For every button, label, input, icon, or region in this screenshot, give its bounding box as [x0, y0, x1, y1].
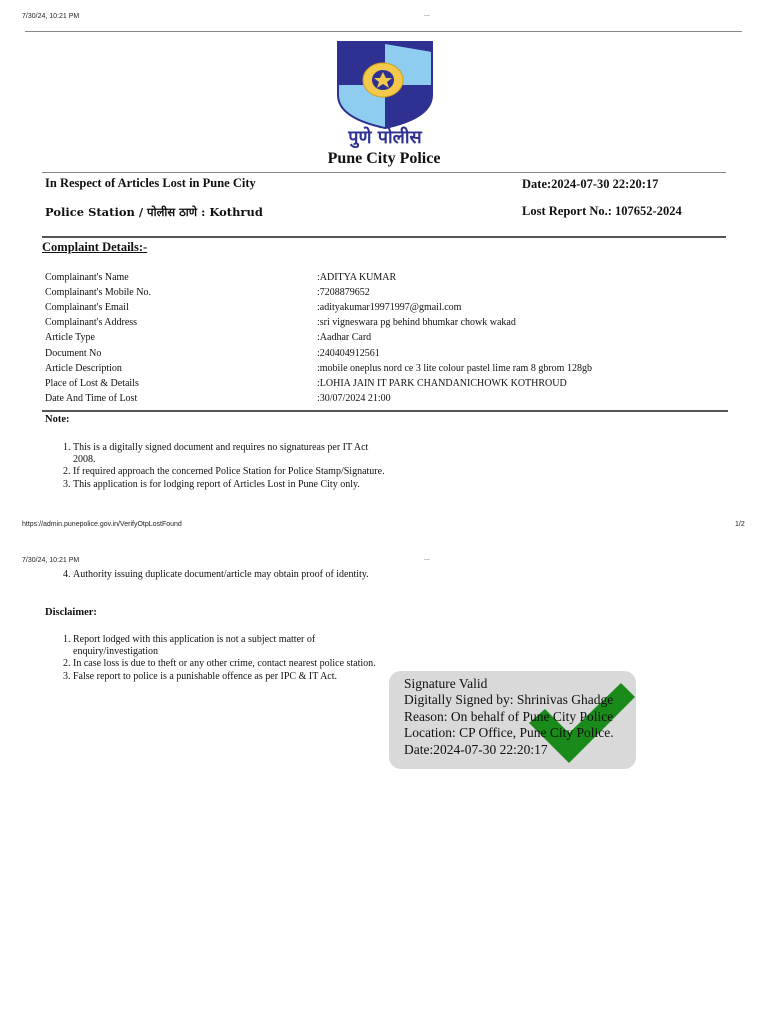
page-number: 1/2	[735, 521, 745, 528]
disclaimer-item: 2. In case loss is due to theft or any other crime, contact nearest police station.	[73, 658, 385, 670]
complaint-row	[45, 330, 735, 345]
complaint-details-heading: Complaint Details:-	[42, 240, 148, 254]
note-item: 2. If required approach the concerned Police Station for Police Stamp/Signature.	[73, 466, 385, 478]
lost-report-number: Lost Report No.: 107652-2024	[522, 204, 682, 218]
disclaimer-heading: Disclaimer:	[45, 607, 97, 618]
complaint-row	[45, 270, 735, 285]
complaint-row-value: :ADITYA KUMAR	[317, 272, 397, 283]
title-divider	[42, 172, 726, 173]
top-divider	[25, 31, 742, 32]
disclaimer-item: 1. Report lodged with this application is not a subject matter of enquiry/investigation	[73, 634, 385, 658]
complaint-row-value: :sri vigneswara pg behind bhumkar chowk wakad	[317, 317, 516, 329]
complaint-row-label: Complainant's Email	[45, 302, 129, 314]
org-title: Pune City Police	[327, 150, 441, 167]
section-divider	[42, 236, 726, 238]
complaint-row	[45, 346, 735, 361]
disclaimer-item: 3. False report to police is a punishable offence as per IPC & IT Act.	[73, 671, 385, 683]
complaint-row-label: Date And Time of Lost	[45, 392, 138, 404]
complaint-row-label: Complainant's Address	[45, 317, 138, 329]
complaint-row-label: Place of Lost & Details	[45, 377, 139, 389]
police-station: Police Station / पोलीस ठाणे : Kothrud	[45, 205, 263, 219]
digital-signature-box	[389, 671, 636, 769]
complaint-row	[45, 361, 735, 376]
complaint-row	[45, 376, 735, 391]
note-list-part2	[45, 569, 385, 581]
note-item: 4. Authority issuing duplicate document/article may obtain proof of identity.	[73, 569, 385, 581]
complaint-row-value: :LOHIA JAIN IT PARK CHANDANICHOWK KOTHROUD	[317, 377, 567, 389]
complaint-row-label: Complainant's Name	[45, 272, 129, 283]
complaint-row-label: Article Description	[45, 362, 122, 374]
note-list-part1	[45, 442, 385, 491]
pune-police-logo	[335, 40, 435, 130]
note-item: 3. This application is for lodging report of Articles Lost in Pune City only.	[73, 479, 385, 491]
print-timestamp-page2: 7/30/24, 10:21 PM	[22, 557, 80, 564]
complaint-row	[45, 315, 735, 330]
complaint-row-value: :7208879652	[317, 287, 370, 299]
signature-date: Date:2024-07-30 22:20:17	[404, 742, 548, 757]
signature-signed-by: Digitally Signed by: Shrinivas Ghadge	[404, 692, 614, 707]
complaint-row-label: Complainant's Mobile No.	[45, 287, 151, 299]
complaint-row-value: :30/07/2024 21:00	[317, 392, 391, 404]
complaint-row	[45, 391, 735, 406]
complaint-row	[45, 285, 735, 300]
police-shield-icon	[335, 40, 435, 130]
signature-reason: Reason: On behalf of Pune City Police	[404, 709, 614, 724]
logo-marathi-text: पुणे पोलीस	[348, 127, 422, 148]
print-center-mark-page2: ...	[424, 555, 430, 562]
signature-location: Location: CP Office, Pune City Police.	[404, 725, 614, 740]
complaint-row	[45, 300, 735, 315]
report-date: Date:2024-07-30 22:20:17	[522, 177, 659, 191]
disclaimer-list	[45, 634, 385, 683]
complaint-row-value: :Aadhar Card	[317, 332, 372, 344]
complaint-row-label: Document No	[45, 347, 102, 359]
complaint-row-value: :adityakumar19971997@gmail.com	[317, 302, 462, 314]
complaint-row-value: :240404912561	[317, 347, 380, 359]
report-subject: In Respect of Articles Lost in Pune City	[45, 176, 256, 190]
note-item: 1. This is a digitally signed document and requires no signatureas per IT Act 2008.	[73, 442, 385, 466]
complaint-row-value: :mobile oneplus nord ce 3 lite colour pastel lime ram 8 gbrom 128gb	[317, 362, 592, 374]
page-url: https://admin.punepolice.gov.in/VerifyOtpLostFound	[22, 521, 182, 528]
note-heading: Note:	[45, 414, 70, 425]
print-center-mark: ...	[424, 11, 430, 18]
signature-status: Signature Valid	[404, 676, 488, 691]
complaint-row-label: Article Type	[45, 332, 95, 344]
print-timestamp: 7/30/24, 10:21 PM	[22, 13, 80, 20]
table-bottom-divider	[42, 410, 728, 412]
